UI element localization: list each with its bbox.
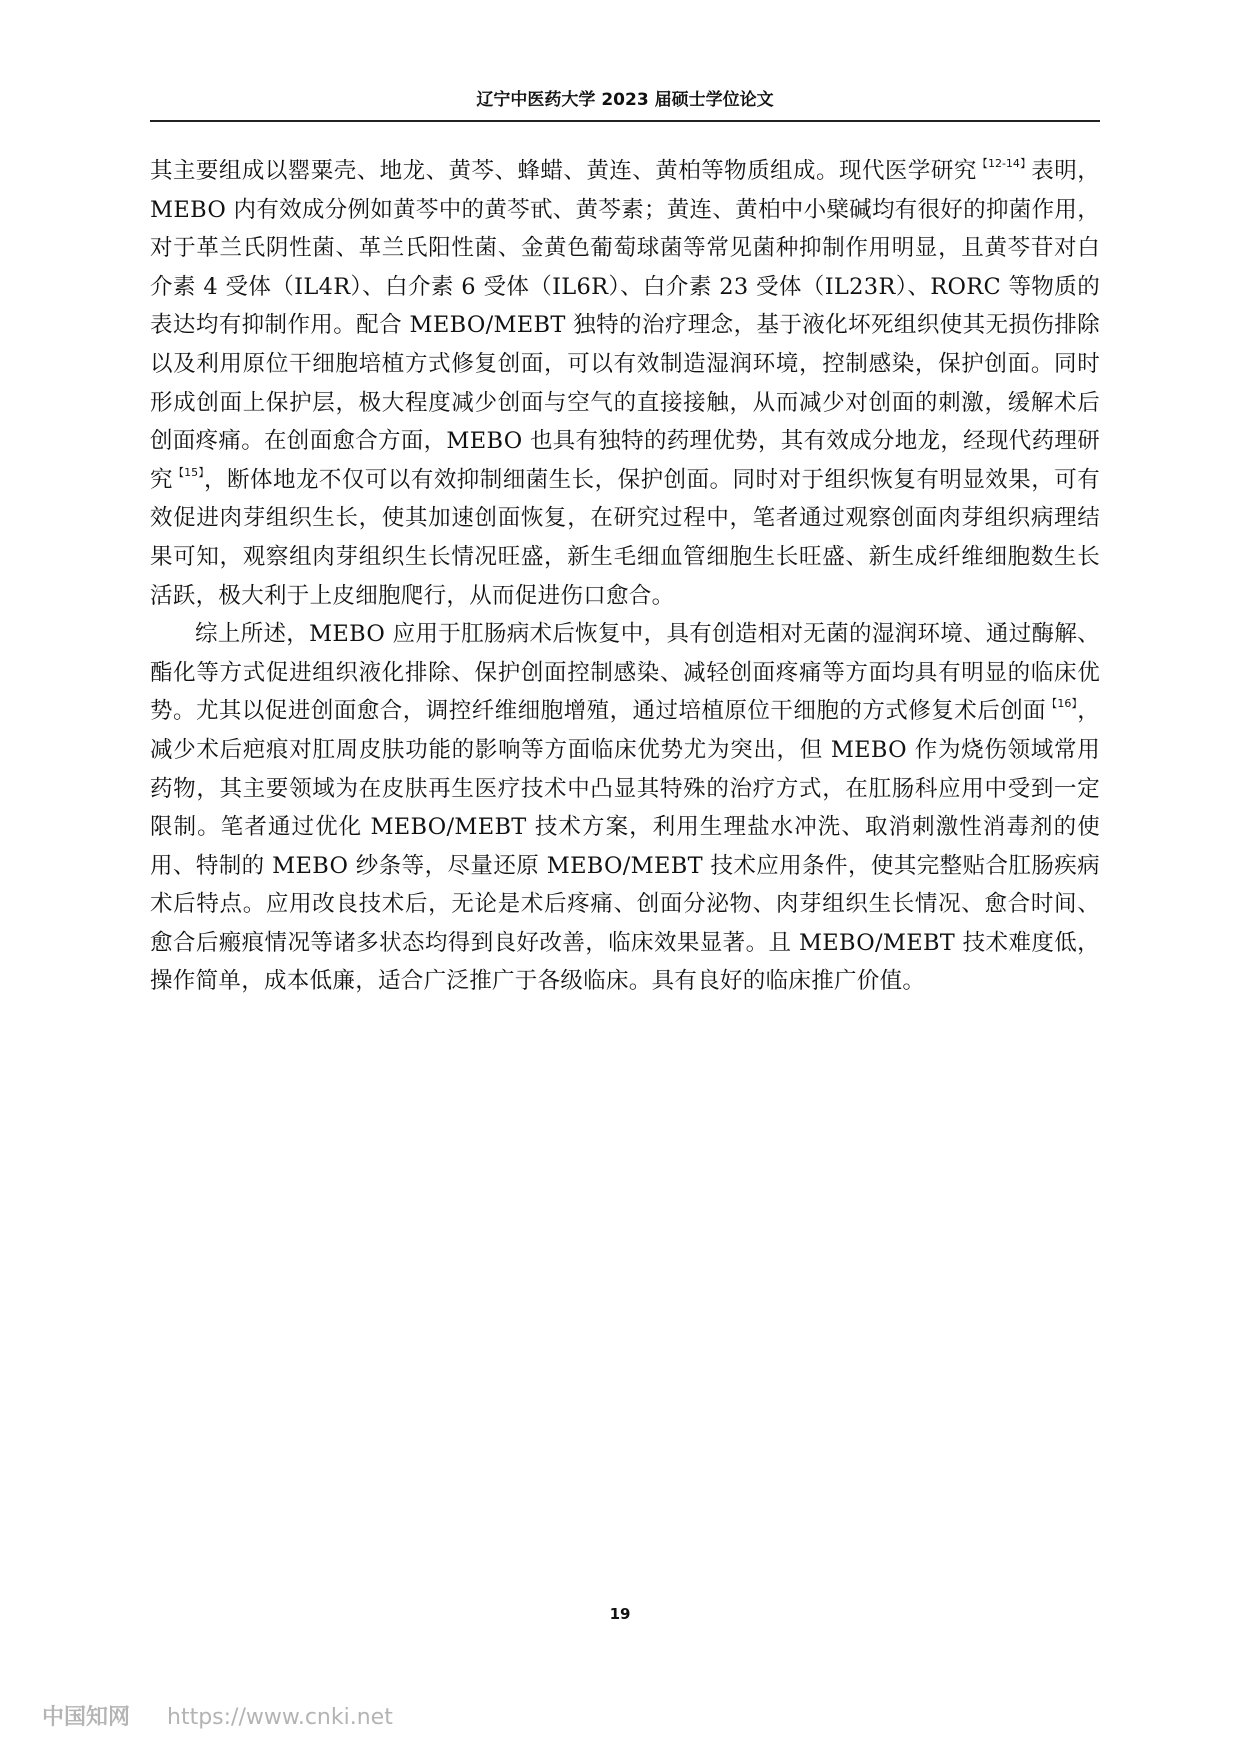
citation-12-14: 【12-14】: [976, 157, 1032, 170]
citation-15: 【15】: [172, 465, 205, 479]
cnki-logo: 中国知网: [42, 1705, 131, 1730]
paragraph-1-part-1: 其主要组成以罂粟壳、地龙、黄芩、蜂蜡、黄连、黄柏等物质组成。现代医学研究: [150, 158, 977, 184]
citation-16: 【16】: [1046, 697, 1078, 711]
body-text: [150, 152, 1100, 1001]
paragraph-2-part-2: ，减少术后疤痕对肛周皮肤功能的影响等方面临床优势尤为突出，但 MEBO 作为烧伤领域常用药物，其主要领域为在皮肤再生医疗技术中凸显其特殊的治疗方式，在肛肠科应用中受到一定限制。笔者通过优化 MEBO/MEBT 技术方案，利用生理盐水冲洗、取消刺激性消毒剂的使用、特制的 MEBO 纱条等，尽量还原 MEBO/MEBT 技术应用条件，使其完整贴合肛肠疾病术后特点。应用改良技术后，无论是术后疼痛、创面分泌物、肉芽组织生长情况、愈合时间、愈合后瘢痕情况等诸多状态均得到良好改善，临床效果显著。且 MEBO/MEBT 技术难度低，操作简单，成本低廉，适合广泛推广于各级临床。具有良好的临床推广价值。: [150, 698, 1101, 995]
cnki-url: https://www.cnki.net: [167, 1705, 393, 1730]
thesis-header-title: 辽宁中医药大学 2023 届硕士学位论文: [476, 90, 774, 110]
paragraph-2: [150, 615, 1100, 1001]
paragraph-1-part-2: 表明，MEBO 内有效成分例如黄芩中的黄芩甙、黄芩素；黄连、黄柏中小檗碱均有很好的抑菌作用，对于革兰氏阴性菌、革兰氏阳性菌、金黄色葡萄球菌等常见菌种抑制作用明显，且黄芩苷对白介素 4 受体（IL4R）、白介素 6 受体（IL6R）、白介素 23 受体（IL23R）、RORC 等物质的表达均有抑制作用。配合 MEBO/MEBT 独特的治疗理念，基于液化坏死组织使其无损伤排除以及利用原位干细胞培植方式修复创面，可以有效制造湿润环境，控制感染，保护创面。同时形成创面上保护层，极大程度减少创面与空气的直接接触，从而减少对创面的刺激，缓解术后创面疼痛。在创面愈合方面，MEBO 也具有独特的药理优势，其有效成分地龙，经现代药理研究: [150, 158, 1100, 493]
paragraph-1: [150, 152, 1100, 615]
cnki-watermark: [42, 1700, 393, 1731]
paragraph-2-part-1: 综上所述，MEBO 应用于肛肠病术后恢复中，具有创造相对无菌的湿润环境、通过酶解、酯化等方式促进组织液化排除、保护创面控制感染、减轻创面疼痛等方面均具有明显的临床优势。尤其以促进创面愈合，调控纤维细胞增殖，通过培植原位干细胞的方式修复术后创面: [150, 621, 1100, 725]
paragraph-1-part-3: ，断体地龙不仅可以有效抑制细菌生长，保护创面。同时对于组织恢复有明显效果，可有效促进肉芽组织生长，使其加速创面恢复，在研究过程中，笔者通过观察创面肉芽组织病理结果可知，观察组肉芽组织生长情况旺盛，新生毛细血管细胞生长旺盛、新生成纤维细胞数生长活跃，极大利于上皮细胞爬行，从而促进伤口愈合。: [150, 466, 1101, 609]
page-header: [150, 86, 1100, 122]
page-number: 19: [609, 1605, 631, 1623]
